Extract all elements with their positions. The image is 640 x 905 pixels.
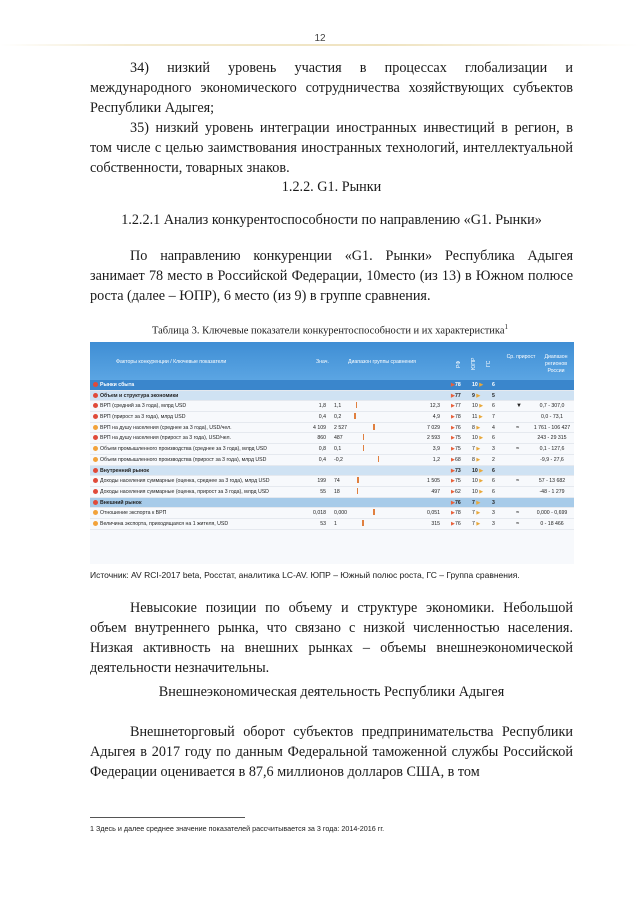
rank-rf bbox=[451, 478, 461, 484]
status-dot bbox=[93, 510, 98, 515]
rank-rf-value: 78 bbox=[455, 510, 461, 517]
rank-yupr-value: 8 bbox=[472, 424, 475, 431]
rank-rf bbox=[451, 382, 461, 388]
status-dot bbox=[93, 457, 98, 462]
growth-icon: ▼ bbox=[516, 403, 522, 410]
indicator-value: 0,4 bbox=[318, 414, 326, 421]
rank-yupr-value: 10 bbox=[472, 467, 478, 474]
table-row bbox=[90, 401, 574, 412]
triangle-icon: ▶ bbox=[474, 446, 481, 453]
table-row bbox=[90, 455, 574, 466]
status-dot bbox=[93, 393, 98, 398]
status-dot bbox=[93, 521, 98, 526]
rank-gs: 6 bbox=[492, 403, 495, 410]
status-dot bbox=[93, 500, 98, 505]
header-yupr: ЮПР bbox=[471, 357, 477, 370]
rank-rf-value: 75 bbox=[455, 435, 461, 442]
triangle-icon: ▶ bbox=[477, 488, 484, 495]
rank-rf bbox=[451, 457, 461, 463]
table-row bbox=[90, 508, 574, 519]
triangle-icon: ▶ bbox=[477, 435, 484, 442]
paragraph-foreign-trade: Внешнеторговый оборот субъектов предпринимательства Республики Адыгея в 2017 году по данным Федеральной таможенной службы Российской Федерации оценивается в 87,6 миллионов долларов США, в том bbox=[90, 724, 573, 780]
indicator-name: Отношение экспорта к ВРП bbox=[100, 510, 167, 517]
range-min: 0,1 bbox=[334, 446, 342, 453]
indicator-value: 0,8 bbox=[318, 446, 326, 453]
indicator-value: 199 bbox=[317, 478, 326, 485]
rank-yupr-value: 7 bbox=[472, 446, 475, 453]
rank-yupr bbox=[472, 425, 480, 431]
regions-range: 0 - 18 466 bbox=[540, 520, 564, 527]
indicator-name: Доходы населения суммарные (оценка, прирост за 3 года), млрд USD bbox=[100, 488, 269, 495]
paragraph-34: 34) низкий уровень участия в процессах глобализации и международного экономического сотрудничества хозяйствующих субъектов Республики Адыгея; bbox=[90, 60, 573, 116]
triangle-icon: ▶ bbox=[451, 456, 455, 463]
status-dot bbox=[93, 446, 98, 451]
indicator-name: Величина экспорта, приходящаяся на 1 жителя, USD bbox=[100, 520, 229, 527]
triangle-icon: ▶ bbox=[477, 414, 483, 421]
range-position-marker bbox=[354, 413, 356, 419]
growth-icon: ≈ bbox=[516, 478, 520, 485]
regions-range: 243 - 29 315 bbox=[537, 435, 567, 442]
triangle-icon: ▶ bbox=[451, 446, 455, 453]
range-max: 3,9 bbox=[432, 446, 440, 453]
table-row bbox=[90, 519, 574, 530]
rank-rf-value: 68 bbox=[455, 456, 461, 463]
rank-gs: 6 bbox=[492, 435, 495, 442]
rank-yupr-value: 7 bbox=[472, 499, 475, 506]
header-gs: ГС bbox=[486, 360, 492, 367]
table-row bbox=[90, 498, 574, 509]
indicator-name: Объем и структура экономики bbox=[100, 392, 179, 399]
status-dot bbox=[93, 382, 98, 387]
header-rule bbox=[0, 44, 640, 46]
rank-gs: 5 bbox=[492, 392, 495, 399]
rank-yupr-value: 10 bbox=[472, 488, 478, 495]
range-position-marker bbox=[357, 477, 359, 483]
regions-range: -9,9 - 27,6 bbox=[540, 456, 564, 463]
range-max: 1,2 bbox=[432, 456, 440, 463]
status-dot bbox=[93, 435, 98, 440]
range-position-marker bbox=[378, 456, 380, 462]
rank-yupr-value: 10 bbox=[472, 382, 478, 388]
rank-gs: 6 bbox=[492, 478, 495, 485]
triangle-icon: ▶ bbox=[451, 403, 455, 410]
triangle-icon: ▶ bbox=[474, 520, 481, 527]
rank-rf bbox=[451, 489, 461, 495]
rank-rf-value: 73 bbox=[455, 467, 461, 474]
range-max: 1 505 bbox=[427, 478, 440, 485]
triangle-icon: ▶ bbox=[451, 520, 455, 527]
triangle-icon: ▶ bbox=[451, 392, 455, 399]
rank-gs: 3 bbox=[492, 520, 495, 527]
triangle-icon: ▶ bbox=[474, 392, 481, 399]
indicator-name: ВРП (средний за 3 года), млрд USD bbox=[100, 403, 187, 410]
footnote-ref: 1 bbox=[504, 323, 509, 331]
indicator-name: Внешний рынок bbox=[100, 499, 142, 506]
rank-gs: 4 bbox=[492, 424, 495, 431]
range-min: 0,2 bbox=[334, 414, 342, 421]
indicator-value: 4 109 bbox=[313, 424, 326, 431]
table-row bbox=[90, 380, 574, 391]
triangle-icon: ▶ bbox=[477, 478, 484, 485]
range-max: 4,9 bbox=[432, 414, 440, 421]
rank-yupr-value: 9 bbox=[472, 392, 475, 399]
indicator-value: 53 bbox=[320, 520, 326, 527]
rank-gs: 2 bbox=[492, 456, 495, 463]
range-min: -0,2 bbox=[334, 456, 343, 463]
rank-gs: 7 bbox=[492, 414, 495, 421]
indicator-value: 1,8 bbox=[318, 403, 326, 410]
rank-rf-value: 76 bbox=[455, 499, 461, 506]
triangle-icon: ▶ bbox=[474, 456, 481, 463]
rank-yupr bbox=[472, 468, 483, 474]
rank-rf-value: 77 bbox=[455, 403, 461, 410]
regions-range: 57 - 13 682 bbox=[538, 478, 566, 485]
range-min: 487 bbox=[334, 435, 343, 442]
regions-range: -48 - 1 279 bbox=[539, 488, 565, 495]
table-row bbox=[90, 487, 574, 498]
rank-yupr-value: 10 bbox=[472, 478, 478, 485]
range-max: 12,3 bbox=[429, 403, 440, 410]
table-row bbox=[90, 476, 574, 487]
rank-gs: 6 bbox=[492, 467, 495, 474]
rank-yupr bbox=[472, 393, 480, 399]
range-min: 1,1 bbox=[334, 403, 342, 410]
rank-gs: 6 bbox=[492, 488, 495, 495]
indicator-value: 0,4 bbox=[318, 456, 326, 463]
table-header bbox=[90, 342, 574, 380]
rank-rf-value: 76 bbox=[455, 424, 461, 431]
triangle-icon: ▶ bbox=[451, 424, 455, 431]
header-factor: Факторы конкуренции / Ключевые показатели bbox=[116, 359, 227, 365]
paragraph-35: 35) низкий уровень интеграции иностранных инвестиций в регион, в том числе с целью заимствования иностранных технологий, интеллектуальной собственности, товарных знаков. bbox=[90, 120, 573, 176]
rank-rf-value: 62 bbox=[455, 488, 461, 495]
range-max: 497 bbox=[431, 488, 440, 495]
rank-yupr bbox=[472, 446, 480, 452]
rank-rf-value: 75 bbox=[455, 478, 461, 485]
status-dot bbox=[93, 414, 98, 419]
rank-rf bbox=[451, 414, 461, 420]
regions-range: 0,0 - 73,1 bbox=[541, 414, 563, 421]
header-regions: Диапазон регионов России bbox=[544, 354, 568, 374]
status-dot bbox=[93, 468, 98, 473]
rank-gs: 3 bbox=[492, 499, 495, 506]
range-max: 7 029 bbox=[427, 424, 440, 431]
rank-gs: 3 bbox=[492, 446, 495, 453]
rank-rf bbox=[451, 500, 461, 506]
rank-yupr bbox=[472, 478, 483, 484]
range-min: 0,000 bbox=[334, 510, 347, 517]
triangle-icon: ▶ bbox=[451, 414, 455, 421]
regions-range: 0,1 - 127,6 bbox=[539, 446, 565, 453]
rank-yupr-value: 7 bbox=[472, 510, 475, 517]
range-position-marker bbox=[373, 509, 375, 515]
range-min: 74 bbox=[334, 478, 340, 485]
paragraph-ranking: По направлению конкуренции «G1. Рынки» Республика Адыгея занимает 78 место в Российской Федерации, 10место (из 13) в Южном полюсе роста (далее – ЮПР), 6 место (из 9) в группе сравнения. bbox=[90, 248, 573, 304]
indicator-name: Доходы населения суммарные (оценка, среднее за 3 года), млрд USD bbox=[100, 478, 270, 485]
rank-rf-value: 78 bbox=[455, 414, 461, 421]
rank-yupr bbox=[472, 382, 483, 388]
rank-rf bbox=[451, 446, 461, 452]
header-growth: Ср. прирост bbox=[506, 354, 536, 360]
rank-rf-value: 78 bbox=[455, 382, 461, 388]
header-value: Знач. bbox=[316, 359, 329, 365]
range-position-marker bbox=[363, 445, 365, 451]
rank-yupr-value: 10 bbox=[472, 403, 478, 410]
rank-yupr bbox=[472, 414, 483, 420]
range-max: 2 593 bbox=[427, 435, 440, 442]
triangle-icon: ▶ bbox=[451, 435, 455, 442]
rank-rf bbox=[451, 435, 461, 441]
table-caption bbox=[70, 323, 590, 337]
indicator-name: Объем промышленного производства (прирост за 3 года), млрд USD bbox=[100, 456, 267, 463]
rank-yupr bbox=[472, 403, 483, 409]
heading-foreign-trade: Внешнеэкономическая деятельность Республики Адыгея bbox=[158, 684, 505, 700]
range-max: 315 bbox=[431, 520, 440, 527]
range-position-marker bbox=[373, 424, 375, 430]
footnote: 1 Здесь и далее среднее значение показателей рассчитывается за 3 года: 2014-2016 гг. bbox=[90, 824, 385, 833]
triangle-icon: ▶ bbox=[451, 510, 455, 517]
indicator-name: Объем промышленного производства (среднее за 3 года), млрд USD bbox=[100, 446, 267, 453]
paragraph-summary: Невысокие позиции по объему и структуре экономики. Небольшой объем внутреннего рынка, что связано с низкой численностью населения. Низкая активность на внешних рынках – объемы внешнеэкономической деятельности незначительны. bbox=[90, 600, 573, 676]
rank-rf bbox=[451, 521, 461, 527]
rank-yupr bbox=[472, 435, 483, 441]
triangle-icon: ▶ bbox=[474, 510, 481, 517]
rank-rf bbox=[451, 468, 461, 474]
table-row bbox=[90, 466, 574, 477]
indicator-name: ВРП на душу населения (среднее за 3 года), USD/чел. bbox=[100, 424, 232, 431]
range-position-marker bbox=[357, 488, 359, 494]
growth-icon: ≈ bbox=[516, 424, 520, 431]
indicator-name: Рынки сбыта bbox=[100, 382, 135, 388]
status-dot bbox=[93, 489, 98, 494]
growth-icon: ≈ bbox=[516, 446, 520, 453]
rank-rf-value: 77 bbox=[455, 392, 461, 399]
indicator-name: ВРП на душу населения (прирост за 3 года), USD/чел. bbox=[100, 435, 231, 442]
regions-range: 0,000 - 0,699 bbox=[536, 510, 568, 517]
range-min: 2 527 bbox=[334, 424, 347, 431]
indicator-name: ВРП (прирост за 3 года), млрд USD bbox=[100, 414, 186, 421]
rank-yupr bbox=[472, 457, 480, 463]
triangle-icon: ▶ bbox=[474, 424, 481, 431]
status-dot bbox=[93, 478, 98, 483]
table-row bbox=[90, 391, 574, 402]
status-dot bbox=[93, 403, 98, 408]
competitiveness-table bbox=[90, 342, 574, 564]
indicator-name: Внутренний рынок bbox=[100, 467, 150, 474]
rank-yupr bbox=[472, 500, 480, 506]
indicator-value: 55 bbox=[320, 488, 326, 495]
triangle-icon: ▶ bbox=[477, 467, 484, 474]
rank-yupr bbox=[472, 489, 483, 495]
subsection-title: 1.2.2.1 Анализ конкурентоспособности по направлению «G1. Рынки» bbox=[121, 212, 542, 228]
triangle-icon: ▶ bbox=[474, 499, 481, 506]
triangle-icon: ▶ bbox=[451, 478, 455, 485]
growth-icon: ≈ bbox=[516, 510, 520, 517]
footnote-rule bbox=[90, 817, 245, 818]
rank-yupr-value: 8 bbox=[472, 456, 475, 463]
rank-gs: 3 bbox=[492, 510, 495, 517]
section-title: 1.2.2. G1. Рынки bbox=[281, 179, 382, 195]
rank-yupr bbox=[472, 521, 480, 527]
rank-rf bbox=[451, 393, 461, 399]
rank-yupr-value: 10 bbox=[472, 435, 478, 442]
indicator-value: 860 bbox=[317, 435, 326, 442]
header-range: Диапазон группы сравнения bbox=[348, 359, 416, 365]
table-caption-text: Таблица 3. Ключевые показатели конкурентоспособности и их характеристика bbox=[151, 325, 505, 337]
rank-gs: 6 bbox=[492, 382, 495, 388]
status-dot bbox=[93, 425, 98, 430]
rank-rf-value: 76 bbox=[455, 520, 461, 527]
triangle-icon: ▶ bbox=[451, 499, 455, 506]
rank-rf-value: 75 bbox=[455, 446, 461, 453]
table-row bbox=[90, 423, 574, 434]
table-source: Источник: AV RCI-2017 beta, Росстат, аналитика LC-AV. ЮПР – Южный полюс роста, ГС – Группа сравнения. bbox=[90, 570, 520, 580]
range-max: 0,051 bbox=[427, 510, 440, 517]
range-position-marker bbox=[362, 520, 364, 526]
table-body bbox=[90, 380, 574, 530]
triangle-icon: ▶ bbox=[477, 382, 484, 388]
table-row bbox=[90, 433, 574, 444]
rank-rf bbox=[451, 403, 461, 409]
range-position-marker bbox=[363, 434, 365, 440]
page-number: 12 bbox=[314, 33, 326, 44]
triangle-icon: ▶ bbox=[451, 382, 455, 388]
regions-range: 0,7 - 307,0 bbox=[539, 403, 565, 410]
table-row bbox=[90, 444, 574, 455]
rank-yupr bbox=[472, 510, 480, 516]
indicator-value: 0,018 bbox=[313, 510, 326, 517]
rank-yupr-value: 11 bbox=[472, 414, 478, 421]
rank-yupr-value: 7 bbox=[472, 520, 475, 527]
range-min: 18 bbox=[334, 488, 340, 495]
rank-rf bbox=[451, 510, 461, 516]
triangle-icon: ▶ bbox=[451, 488, 455, 495]
range-position-marker bbox=[356, 402, 358, 408]
range-min: 1 bbox=[334, 520, 337, 527]
growth-icon: ≈ bbox=[516, 520, 520, 527]
table-row bbox=[90, 412, 574, 423]
triangle-icon: ▶ bbox=[451, 467, 455, 474]
regions-range: 1 761 - 106 427 bbox=[533, 424, 571, 431]
rank-rf bbox=[451, 425, 461, 431]
header-rf: РФ bbox=[456, 360, 462, 368]
triangle-icon: ▶ bbox=[477, 403, 484, 410]
